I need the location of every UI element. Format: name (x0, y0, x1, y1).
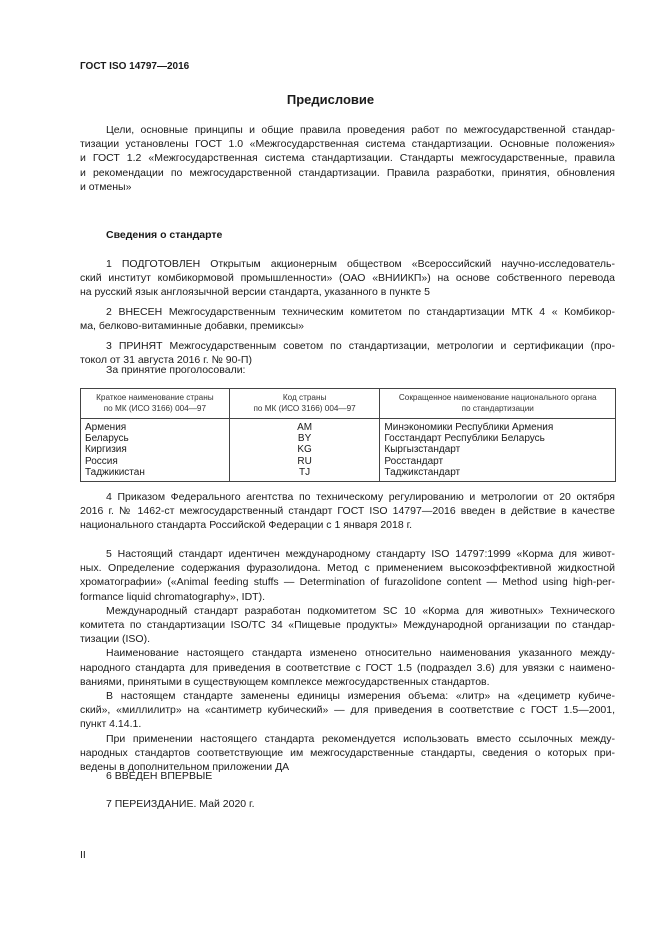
text-line: 1 ПОДГОТОВЛЕН Открытым акционерным обществом «Всероссийский научно-исследователь- (106, 258, 615, 270)
text-line: 3 ПРИНЯТ Межгосударственным советом по стандартизации, метрологии и сертификации (про- (106, 340, 615, 352)
text-line: ных. Определение содержания фуразолидона. Метод с применением высокоэффективной жидкостной (80, 562, 615, 575)
voted-caption (80, 363, 615, 377)
text-line: комитета по стандартизации ISO/TC 34 «Пищевые продукты» Международной организации по стандар- (80, 619, 615, 632)
table-cell-country: Киргизия (81, 444, 230, 455)
item-1-paragraph (80, 257, 615, 300)
text-line: народного стандарта для приведения в соответствие с ГОСТ 1.5 (подраздел 3.6) для увязки с наимено- (80, 661, 615, 674)
table-cell-code: BY (229, 433, 380, 444)
table-header-row (81, 389, 616, 419)
table-cell-country: Беларусь (81, 433, 230, 444)
item-5-paragraph (80, 547, 615, 774)
table-cell-country: Россия (81, 456, 230, 467)
text-line: ский», «миллилитр» на «сантиметр кубический» — для приведения в соответствие с ГОСТ 1.5—2001, (80, 704, 615, 717)
text-line: токол от 31 августа 2016 г. № 90-П) (80, 354, 252, 367)
text-line: formance liquid chromatography», IDT). (80, 590, 265, 603)
table-cell-country: Армения (81, 419, 230, 434)
table-cell-body: Минэкономики Республики Армения (380, 419, 616, 434)
table-cell-code: KG (229, 444, 380, 455)
page-number: II (80, 849, 86, 861)
table-cell-country: Таджикистан (81, 467, 230, 482)
text-line: Наименование настоящего стандарта изменено относительно наименования указанного между- (106, 647, 615, 660)
document-code-header: ГОСТ ISO 14797—2016 (80, 61, 190, 72)
table-row (81, 467, 616, 482)
item-7-paragraph (80, 797, 615, 811)
table-header-code: Код страны по МК (ИСО 3166) 004—97 (229, 389, 380, 419)
page-title: Предисловие (286, 92, 375, 107)
text-line: ваниями, принятыми в существующем комплексе межгосударственных стандартов. (80, 675, 490, 688)
table-cell-body: Таджикстандарт (380, 467, 616, 482)
text-line: ский институт комбикормовой промышленности» (ОАО «ВНИИКП») на основе собственного перевода (80, 272, 615, 285)
table-row (81, 419, 616, 434)
text-line: на русский язык англоязычной версии стандарта, указанного в пункте 5 (80, 286, 430, 299)
table-header-country: Краткое наименование страны по МК (ИСО 3166) 004—97 (81, 389, 230, 419)
text-line: тизации (ISO). (80, 633, 150, 646)
text-line: 2 ВНЕСЕН Межгосударственным техническим комитетом по стандартизации МТК 4 « Комбикор- (106, 306, 615, 318)
section-subtitle: Сведения о стандарте (106, 229, 223, 241)
table-header-body: Сокращенное наименование национального органа по стандартизации (380, 389, 616, 419)
table-cell-code: RU (229, 456, 380, 467)
text-line: и рекомендации по межгосударственной стандартизации. Правила разработки, принятия, обновления (80, 166, 615, 179)
text-line: За принятие проголосовали: (106, 364, 246, 376)
item-4-paragraph (80, 490, 615, 533)
text-line: Цели, основные принципы и общие правила проведения работ по межгосударственной стандар- (106, 124, 615, 136)
text-line: тизации установлены ГОСТ 1.0 «Межгосударственная система стандартизации. Основные положения» (80, 138, 615, 151)
table-row (81, 444, 616, 455)
text-line: ма, белково-витаминные добавки, премиксы» (80, 320, 304, 333)
text-line: 4 Приказом Федерального агентства по техническому регулированию и метрологии от 20 октября (106, 491, 615, 503)
table-cell-body: Росстандарт (380, 456, 616, 467)
text-line: пункт 4.14.1. (80, 718, 142, 731)
text-line: 7 ПЕРЕИЗДАНИЕ. Май 2020 г. (106, 798, 255, 810)
table-cell-code: AM (229, 419, 380, 434)
item-6-paragraph (80, 769, 615, 783)
text-line: 2016 г. № 1462-ст межгосударственный стандарт ГОСТ ISO 14797—2016 введен в действие в качестве (80, 505, 615, 518)
table-cell-body: Госстандарт Республики Беларусь (380, 433, 616, 444)
table-cell-code: TJ (229, 467, 380, 482)
text-line: хроматографии» («Animal feeding stuffs — Determination of furazolidone content — Method using high-per- (80, 576, 615, 589)
table-row (81, 433, 616, 444)
text-line: и ГОСТ 1.2 «Межгосударственная система стандартизации. Стандарты межгосударственные, правила (80, 152, 615, 165)
item-2-paragraph (80, 305, 615, 333)
text-line: Международный стандарт разработан подкомитетом SC 10 «Корма для животных» Технического (106, 604, 615, 617)
voting-table (80, 388, 616, 482)
text-line: народных стандартов соответствующие им межгосударственные стандарты, сведения о которых при- (80, 746, 615, 759)
text-line: 5 Настоящий стандарт идентичен международному стандарту ISO 14797:1999 «Корма для живот- (106, 548, 615, 560)
text-line: При применении настоящего стандарта рекомендуется использовать вместо ссылочных между- (106, 732, 615, 745)
intro-paragraph (80, 123, 615, 194)
text-line: ведены в дополнительном приложении ДА (80, 761, 290, 774)
table-cell-body: Кыргызстандарт (380, 444, 616, 455)
table-row (81, 456, 616, 467)
text-line: и отмены» (80, 180, 132, 193)
text-line: национального стандарта Российской Федерации с 1 января 2018 г. (80, 519, 413, 532)
text-line: 6 ВВЕДЕН ВПЕРВЫЕ (106, 770, 213, 782)
text-line: В настоящем стандарте заменены единицы измерения объема: «литр» на «дециметр кубиче- (106, 690, 615, 703)
